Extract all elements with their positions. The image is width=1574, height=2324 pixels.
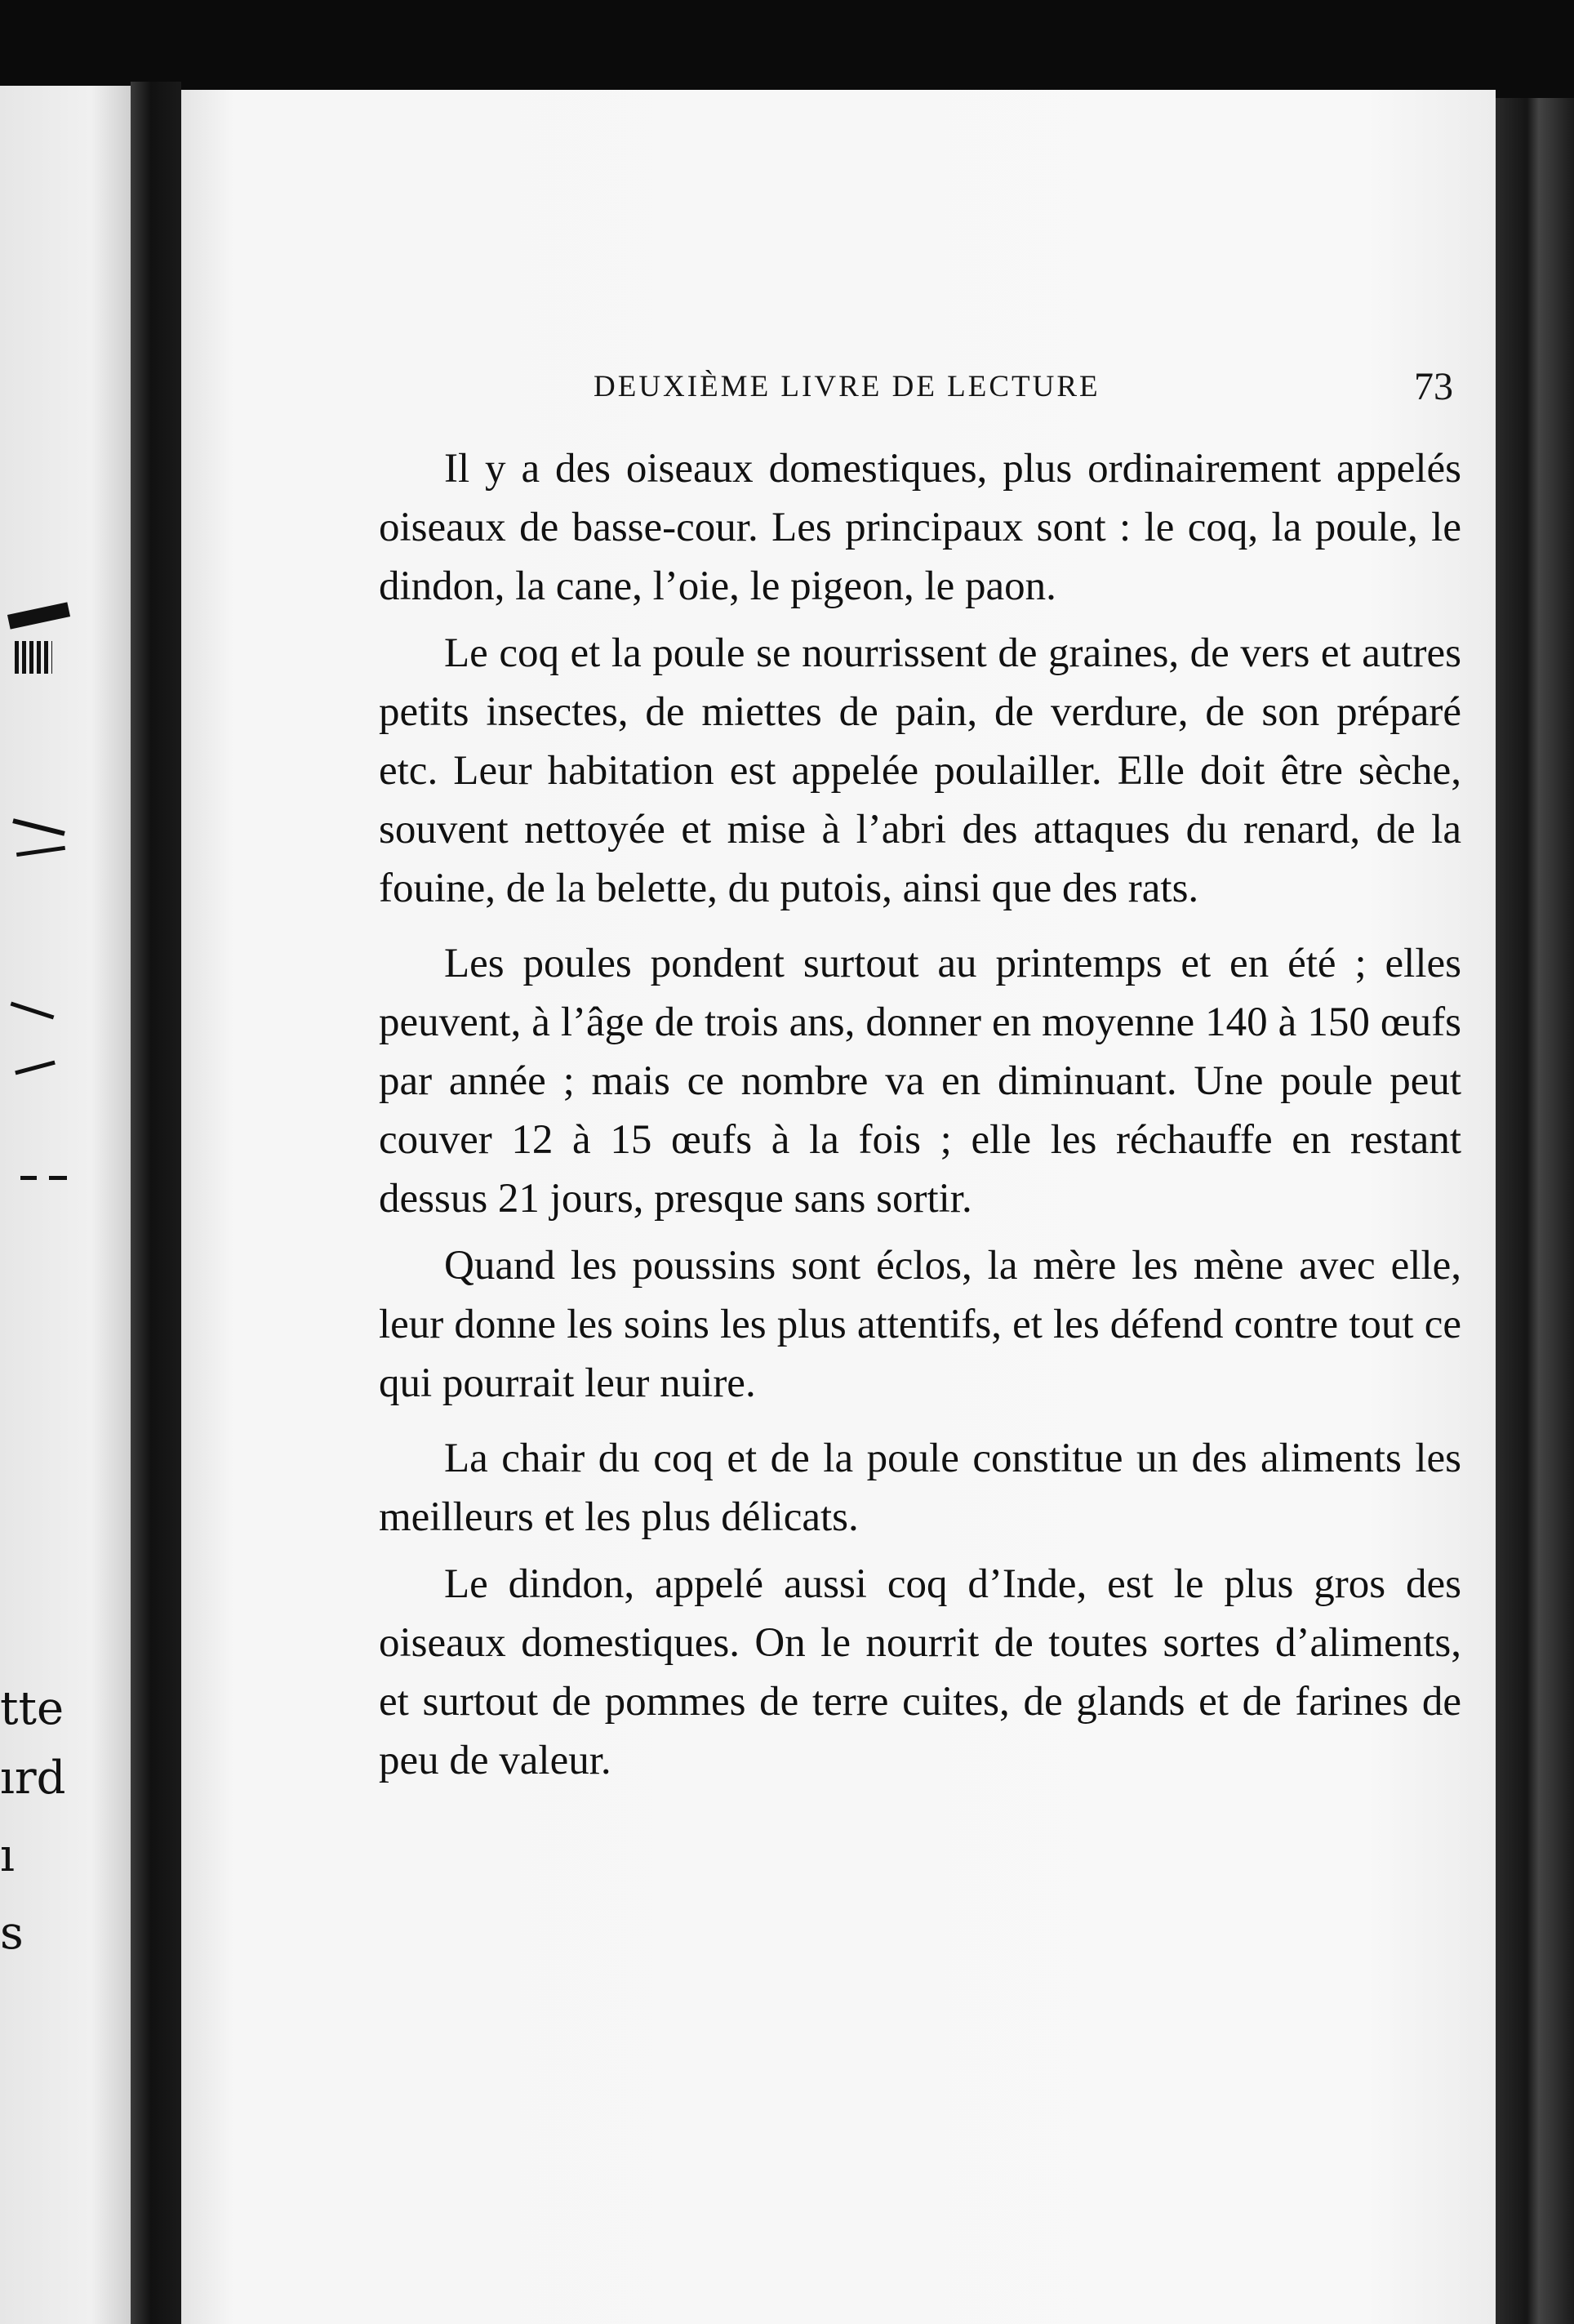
illustration-fragment <box>15 1061 56 1075</box>
book-gutter <box>131 82 181 2324</box>
illustration-fragment <box>16 846 65 857</box>
illustration-fragment <box>12 818 65 836</box>
paragraph: Il y a des oiseaux domestiques, plus ordinairement appelés oiseaux de basse-cour. Les principaux sont : le coq, la poule, le dindon, la cane, l’oie, le pigeon, le paon. <box>379 446 1461 609</box>
paragraph: Le dindon, appelé aussi coq d’Inde, est le plus gros des oiseaux domestiques. On le nourrit de toutes sortes d’aliments, et surtout de pommes de terre cuites, de glands et de farines de peu de valeur. <box>379 1561 1461 1783</box>
page-stack-edge <box>1496 98 1574 2324</box>
running-head: DEUXIÈME LIVRE DE LECTURE <box>594 370 1100 403</box>
paragraph: Le coq et la poule se nourrissent de graines, de vers et autres petits insectes, de miettes de pain, de verdure, de son préparé etc. Leur habitation est appelée poulailler. Elle doit être sèche, souvent nettoyée et mise à l’abri des attaques du renard, de la fouine, de la belette, du putois, ainsi que des rats. <box>379 630 1461 911</box>
illustration-fragment <box>11 1002 55 1020</box>
previous-page-text-fragment: ı <box>0 1829 15 1882</box>
paragraph: La chair du coq et de la poule constitue un des aliments les meilleurs et les plus délicats. <box>379 1436 1461 1540</box>
paragraph: Quand les poussins sont éclos, la mère les mène avec elle, leur donne les soins les plus attentifs, et les défend contre tout ce qui pourrait leur nuire. <box>379 1243 1461 1406</box>
illustration-fragment <box>7 602 70 629</box>
illustration-fragment <box>15 641 52 674</box>
previous-page-text-fragment: tte <box>0 1682 64 1735</box>
previous-page-text-fragment: s <box>0 1907 24 1960</box>
illustration-fragment <box>49 1176 67 1180</box>
paragraph: Les poules pondent surtout au printemps et en été ; elles peuvent, à l’âge de trois ans, donner en moyenne 140 à 150 œufs par année ; mais ce nombre va en diminuant. Une poule peut couver 12 à 15 œufs à la fois ; elle les réchauffe en restant dessus 21 jours, presque sans sortir. <box>379 941 1461 1222</box>
book-page <box>181 90 1496 2324</box>
page-body <box>379 439 1461 1798</box>
page-number: 73 <box>1414 365 1453 408</box>
previous-page-text-fragment: ırd <box>0 1752 66 1805</box>
illustration-fragment <box>20 1176 37 1180</box>
previous-page-edge <box>0 86 131 2324</box>
